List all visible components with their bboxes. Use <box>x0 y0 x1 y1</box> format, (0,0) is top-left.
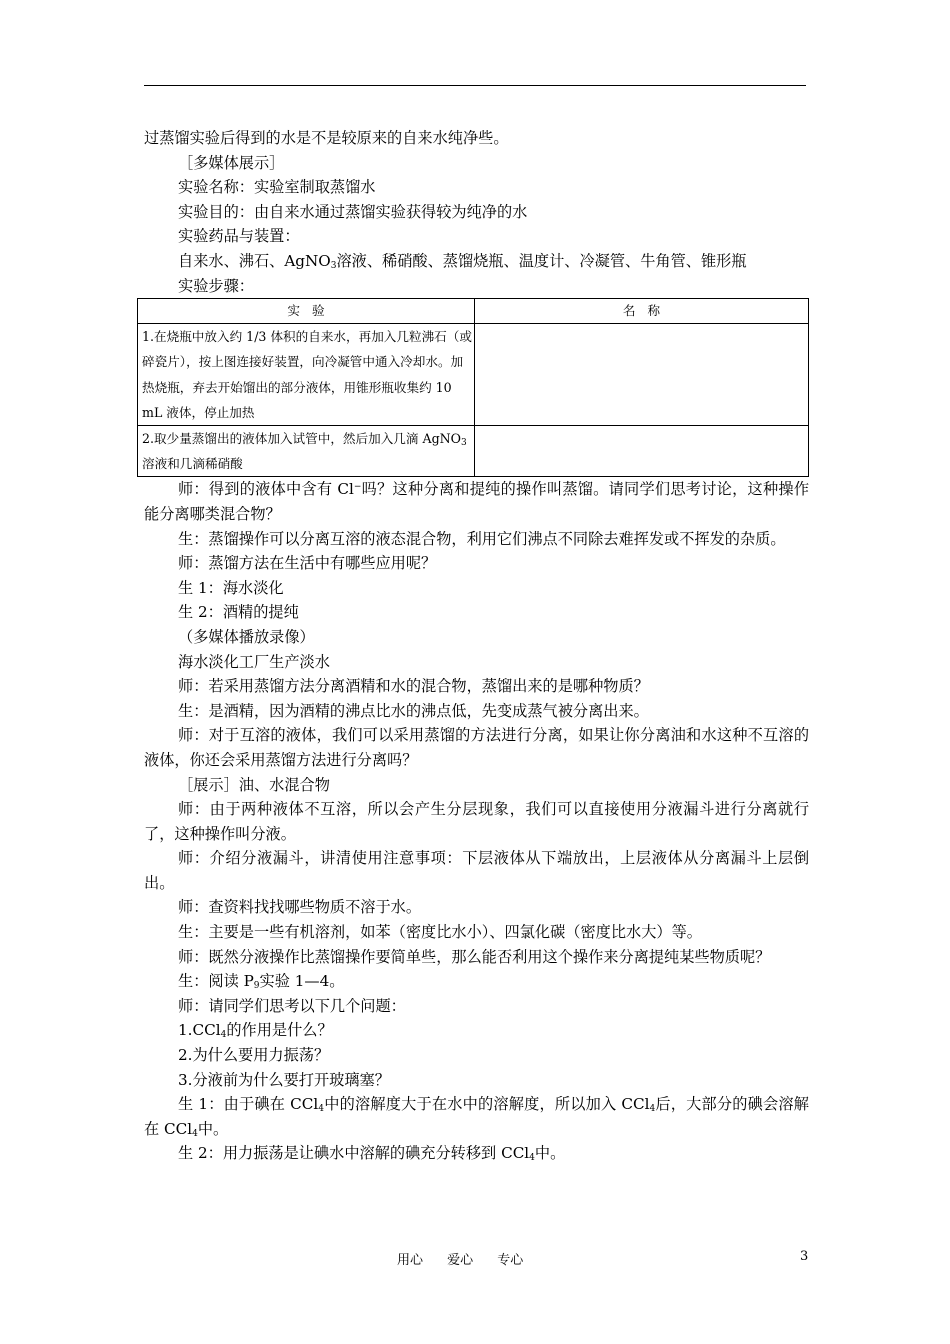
document-body <box>144 126 809 1166</box>
dialogue-line: 师：由于两种液体不互溶，所以会产生分层现象，我们可以直接使用分液漏斗进行分离就行了，这种操作叫分液。 <box>144 800 809 843</box>
dialogue-line: 生：是酒精，因为酒精的沸点比水的沸点低，先变成蒸气被分离出来。 <box>178 701 649 720</box>
header-experiment: 实 验 <box>138 299 475 324</box>
materials-list: 自来水、沸石、AgNO$_3$溶液、稀硝酸、蒸馏烧瓶、温度计、冷凝管、牛角管、锥形瓶 <box>178 251 747 271</box>
dialogue-line: 师：得到的液体中含有 Cl−吗？这种分离和提纯的操作叫蒸馏。请同学们思考讨论，这种操作能分离哪类混合物？ <box>144 480 810 523</box>
dialogue-line: 生：主要是一些有机溶剂，如苯（密度比水小）、四氯化碳（密度比水大）等。 <box>178 923 702 942</box>
step1-name <box>475 324 809 426</box>
question-item: 3.分液前为什么要打开玻璃塞？ <box>178 1070 390 1089</box>
page-number: 3 <box>800 1249 809 1264</box>
step2-name <box>475 425 809 476</box>
dialogue-line: 师：若采用蒸馏方法分离酒精和水的混合物，蒸馏出来的是哪种物质？ <box>178 677 649 696</box>
experiment-purpose: 实验目的：由自来水通过蒸馏实验获得较为纯净的水 <box>178 202 528 221</box>
question-item: 1.CCl$_4$的作用是什么？ <box>178 1021 333 1041</box>
multimedia-label: ［多媒体展示］ <box>178 153 285 172</box>
dialogue-line: 师：请同学们思考以下几个问题： <box>178 996 406 1015</box>
dialogue-line: ［展示］油、水混合物 <box>178 775 330 794</box>
dialogue-line: 生 2：酒精的提纯 <box>178 603 299 622</box>
table-header-row <box>138 299 809 324</box>
dialogue-line: 生 2：用力振荡是让碘水中溶解的碘充分转移到 CCl$_4$中。 <box>178 1144 566 1164</box>
header-rule <box>144 85 806 86</box>
dialogue-line: 师：介绍分液漏斗，讲清使用注意事项：下层液体从下端放出，上层液体从分离漏斗上层倒出。 <box>144 849 809 892</box>
dialogue-line: 生 1：由于碘在 CCl$_4$中的溶解度大于在水中的溶解度，所以加入 CCl$_4$后，大部分的碘会溶解在 CCl$_4$中。 <box>144 1095 809 1139</box>
dialogue-line: 师：查资料找找哪些物质不溶于水。 <box>178 898 421 917</box>
dialogue-line: （多媒体播放录像） <box>178 627 315 646</box>
steps-label: 实验步骤： <box>178 276 254 295</box>
footer-motto: 用心 爱心 专心 <box>397 1253 524 1268</box>
dialogue-line: 生 1：海水淡化 <box>178 578 284 597</box>
dialogue-line: 生：蒸馏操作可以分离互溶的液态混合物，利用它们沸点不同除去难挥发或不挥发的杂质。 <box>178 529 786 548</box>
experiment-name: 实验名称：实验室制取蒸馏水 <box>178 178 376 197</box>
paragraph-intro: 过蒸馏实验后得到的水是不是较原来的自来水纯净些。 <box>144 129 509 147</box>
dialogue-line: 海水淡化工厂生产淡水 <box>178 652 330 671</box>
dialogue-line: 师：对于互溶的液体，我们可以采用蒸馏的方法进行分离，如果让你分离油和水这种不互溶的液体，你还会采用蒸馏方法进行分离吗？ <box>144 726 809 769</box>
table-row <box>138 425 809 476</box>
dialogue-line: 师：蒸馏方法在生活中有哪些应用呢？ <box>178 554 437 573</box>
header-name: 名 称 <box>475 299 809 324</box>
dialogue-line: 师：既然分液操作比蒸馏操作要简单些，那么能否利用这个操作来分离提纯某些物质呢？ <box>178 947 771 966</box>
step1-experiment: 1.在烧瓶中放入约 1/3 体积的自来水，再加入几粒沸石（或碎瓷片），按上图连接好装置，向冷凝管中通入冷却水。加热烧瓶，弃去开始馏出的部分液体，用锥形瓶收集约 10 mL 液体，停止加热 <box>138 324 475 426</box>
experiment-steps-table <box>137 298 809 477</box>
table-row <box>138 324 809 426</box>
question-item: 2.为什么要用力振荡？ <box>178 1046 330 1065</box>
step2-experiment: 2.取少量蒸馏出的液体加入试管中，然后加入几滴 AgNO$_3$溶液和几滴稀硝酸 <box>138 425 475 476</box>
dialogue-line: 生：阅读 $P_9$实验 1—4。 <box>178 972 345 992</box>
materials-label: 实验药品与装置： <box>178 227 300 246</box>
page-footer <box>0 1249 950 1269</box>
